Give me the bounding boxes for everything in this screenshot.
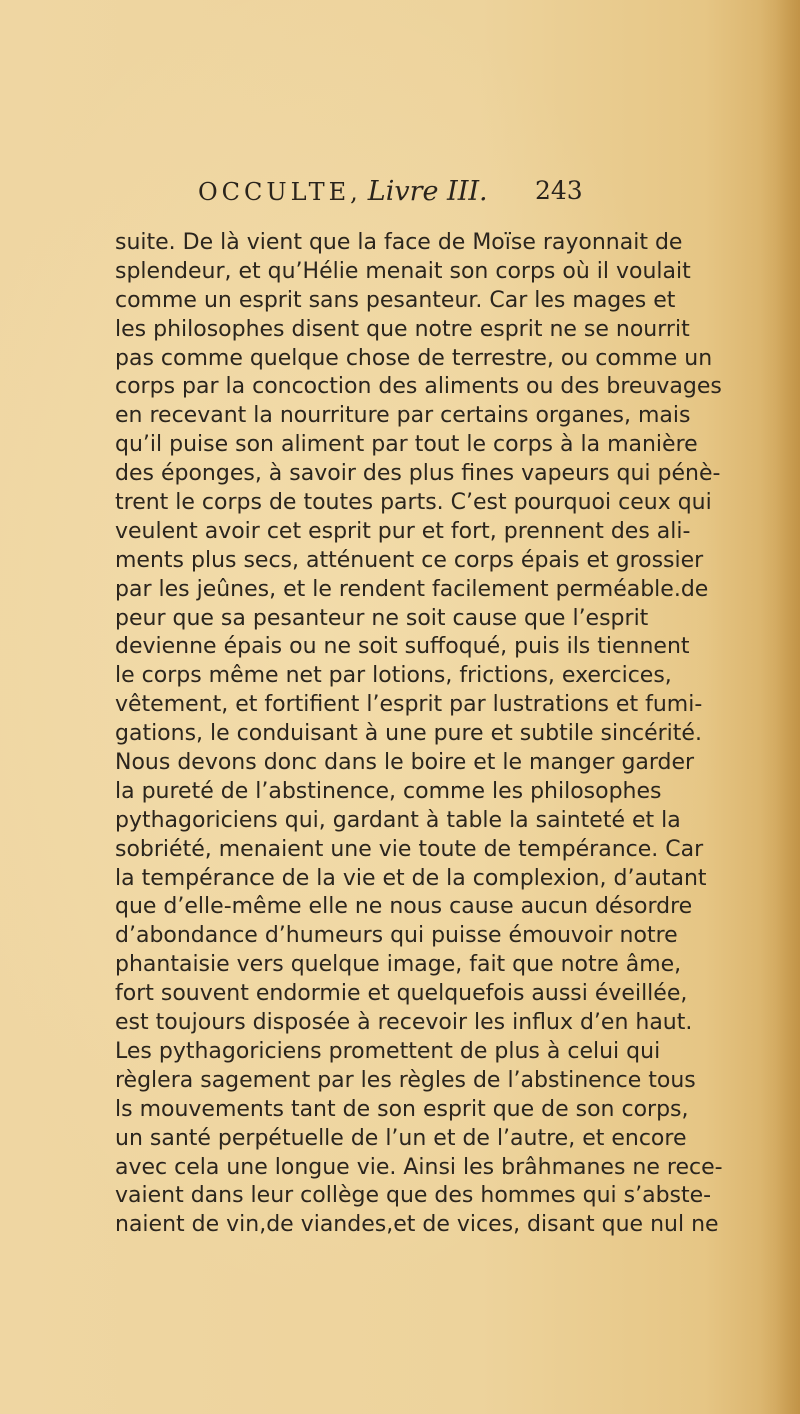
text-line: pythagoriciens qui, gardant à table la sainteté et la — [115, 807, 681, 833]
text-line: gations, le conduisant à une pure et subtile sincérité. — [115, 721, 702, 747]
text-line: un santé perpétuelle de l’un et de l’autre, et encore — [115, 1125, 687, 1151]
text-line: est toujours disposée à recevoir les influx d’en haut. — [115, 1010, 693, 1036]
text-line: la pureté de l’abstinence, comme les philosophes — [115, 778, 662, 804]
text-line: le corps même net par lotions, frictions, exercices, — [115, 663, 672, 689]
body-text — [115, 229, 723, 1240]
text-line: peur que sa pesanteur ne soit cause que l’esprit — [115, 605, 649, 631]
running-head-section: OCCULTE, — [198, 178, 362, 206]
text-line: corps par la concoction des aliments ou des breuvages — [115, 374, 722, 400]
text-line: des éponges, à savoir des plus fines vapeurs qui pénè- — [115, 461, 721, 487]
running-head-book: Livre III. — [367, 176, 488, 207]
text-line: en recevant la nourriture par certains organes, mais — [115, 403, 691, 429]
text-line: par les jeûnes, et le rendent facilement perméable.de — [115, 576, 709, 602]
text-line: sobriété, menaient une vie toute de tempérance. Car — [115, 836, 704, 862]
text-line: veulent avoir cet esprit pur et fort, prennent des ali- — [115, 518, 691, 544]
text-line: vêtement, et fortifient l’esprit par lustrations et fumi- — [115, 692, 703, 718]
text-line: suite. De là vient que la face de Moïse rayonnait de — [115, 230, 683, 255]
text-line: ls mouvements tant de son esprit que de son corps, — [115, 1096, 689, 1122]
text-line: la tempérance de la vie et de la complexion, d’autant — [115, 865, 707, 891]
text-line: comme un esprit sans pesanteur. Car les mages et — [115, 287, 676, 313]
text-line: que d’elle-même elle ne nous cause aucun désordre — [115, 894, 693, 920]
text-line: trent le corps de toutes parts. C’est pourquoi ceux qui — [115, 490, 712, 516]
text-line: ments plus secs, atténuent ce corps épais et grossier — [115, 547, 704, 573]
text-line: Nous devons donc dans le boire et le manger garder — [115, 750, 695, 776]
text-line: qu’il puise son aliment par tout le corps à la manière — [115, 432, 698, 458]
text-line: phantaisie vers quelque image, fait que notre âme, — [115, 952, 682, 978]
text-line: les philosophes disent que notre esprit ne se nourrit — [115, 316, 690, 342]
text-line: Les pythagoriciens promettent de plus à celui qui — [115, 1038, 661, 1064]
text-line: règlera sagement par les règles de l’abstinence tous — [115, 1067, 696, 1093]
text-line: devienne épais ou ne soit suffoqué, puis ils tiennent — [115, 634, 690, 660]
text-line: pas comme quelque chose de terrestre, ou comme un — [115, 345, 713, 371]
text-line: d’abondance d’humeurs qui puisse émouvoir notre — [115, 923, 678, 949]
text-line: naient de vin,de viandes,et de vices, disant que nul ne — [115, 1212, 719, 1238]
text-line: fort souvent endormie et quelquefois aussi éveillée, — [115, 981, 688, 1007]
page-number: 243 — [535, 176, 583, 205]
text-line: avec cela une longue vie. Ainsi les brâhmanes ne rece- — [115, 1154, 723, 1180]
text-line: splendeur, et qu’Hélie menait son corps où il voulait — [115, 258, 691, 284]
text-line: vaient dans leur collège que des hommes qui s’abste- — [115, 1183, 712, 1209]
